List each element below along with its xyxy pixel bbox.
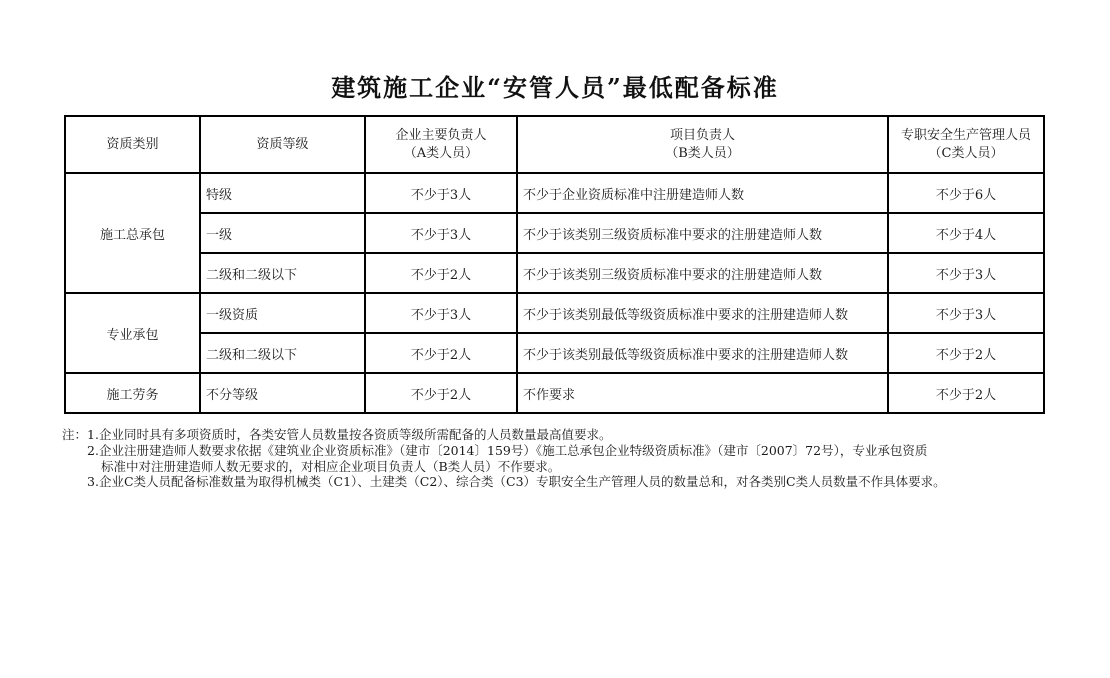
cell-a-requirement: 不少于3人 [365, 213, 517, 253]
cell-grade: 二级和二级以下 [200, 253, 365, 293]
col-header-grade [200, 116, 365, 173]
cell-c-requirement: 不少于4人 [888, 213, 1044, 253]
col-header-category [65, 116, 200, 173]
header-row [65, 116, 1044, 173]
cell-c-requirement: 不少于3人 [888, 253, 1044, 293]
cell-category: 专业承包 [65, 293, 200, 373]
col-header-b-label: 项目负责人 [669, 127, 735, 143]
cell-grade: 不分等级 [200, 373, 365, 413]
cell-b-requirement: 不少于该类别最低等级资质标准中要求的注册建造师人数 [517, 333, 888, 373]
cell-b-requirement: 不作要求 [517, 373, 888, 413]
cell-category: 施工劳务 [65, 373, 200, 413]
cell-a-requirement: 不少于3人 [365, 293, 517, 333]
cell-a-requirement: 不少于2人 [365, 253, 517, 293]
col-header-c-label: 专职安全生产管理人员 [900, 127, 1031, 143]
cell-a-requirement: 不少于3人 [365, 173, 517, 213]
col-header-a-class [365, 116, 517, 173]
cell-c-requirement: 不少于2人 [888, 373, 1044, 413]
cell-b-requirement: 不少于企业资质标准中注册建造师人数 [517, 173, 888, 213]
table-row [65, 173, 1044, 213]
cell-grade: 特级 [200, 173, 365, 213]
cell-b-requirement: 不少于该类别三级资质标准中要求的注册建造师人数 [517, 213, 888, 253]
col-header-c-sub: （C类人员） [928, 145, 1004, 161]
col-header-a-label: 企业主要负责人 [395, 127, 487, 143]
col-header-category-label: 资质类别 [106, 136, 159, 152]
table-row [65, 213, 1044, 253]
table-row [65, 293, 1044, 333]
cell-c-requirement: 不少于6人 [888, 173, 1044, 213]
col-header-c-class [888, 116, 1044, 173]
col-header-b-class [517, 116, 888, 173]
footnotes-prefix: 注： [62, 427, 88, 442]
standards-table [64, 115, 1045, 414]
table-row [65, 373, 1044, 413]
cell-grade: 一级 [200, 213, 365, 253]
footnote-2-line-2: 标准中对注册建造师人数无要求的，对相应企业项目负责人（B类人员）不作要求。 [101, 458, 561, 474]
cell-c-requirement: 不少于2人 [888, 333, 1044, 373]
footnote-1: 1.企业同时具有多项资质时，各类安管人员数量按各资质等级所需配备的人员数量最高值要求。 [87, 427, 612, 442]
footnote-3: 3.企业C类人员配备标准数量为取得机械类（C1）、土建类（C2）、综合类（C3）专职安全生产管理人员的数量总和，对各类别C类人员数量不作具体要求。 [87, 474, 946, 490]
footnote-2-line-1: 2.企业注册建造师人数要求依据《建筑业企业资质标准》（建市〔2014〕159号）《施工总承包企业特级资质标准》（建市〔2007〕72号），专业承包资质 [87, 442, 928, 458]
cell-a-requirement: 不少于2人 [365, 373, 517, 413]
cell-category: 施工总承包 [65, 173, 200, 293]
page-title: 建筑施工企业“安管人员”最低配备标准 [331, 73, 779, 102]
cell-b-requirement: 不少于该类别最低等级资质标准中要求的注册建造师人数 [517, 293, 888, 333]
footnotes [62, 427, 1062, 490]
standards-table-container [64, 115, 1043, 414]
cell-grade: 一级资质 [200, 293, 365, 333]
col-header-a-sub: （A类人员） [403, 145, 479, 161]
cell-a-requirement: 不少于2人 [365, 333, 517, 373]
cell-b-requirement: 不少于该类别三级资质标准中要求的注册建造师人数 [517, 253, 888, 293]
col-header-grade-label: 资质等级 [256, 136, 309, 152]
footnotes-list [87, 427, 1062, 490]
cell-grade: 二级和二级以下 [200, 333, 365, 373]
cell-c-requirement: 不少于3人 [888, 293, 1044, 333]
col-header-b-sub: （B类人员） [665, 145, 740, 161]
table-row [65, 333, 1044, 373]
table-row [65, 253, 1044, 293]
